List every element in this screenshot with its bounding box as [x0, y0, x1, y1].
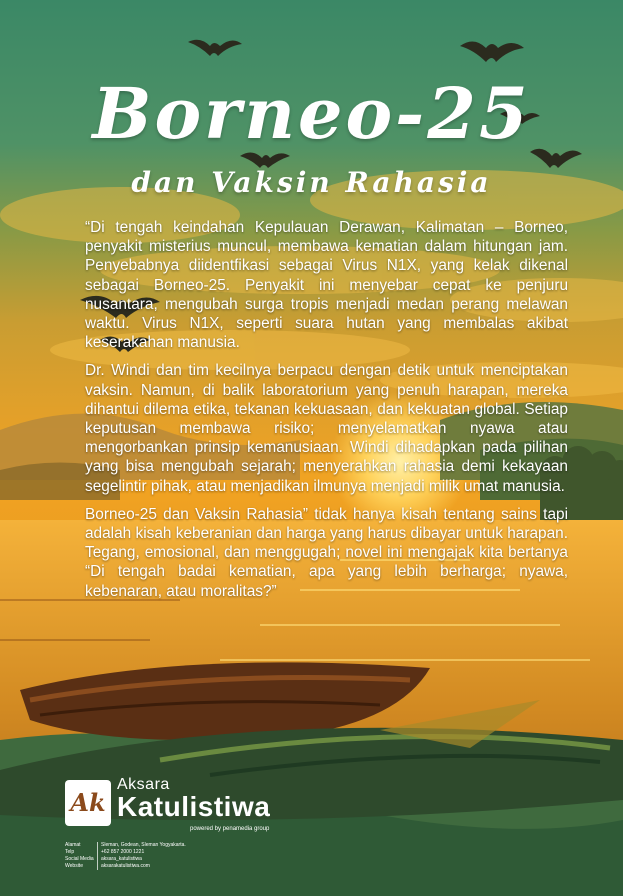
book-subtitle: dan Vaksin Rahasia: [131, 166, 492, 199]
contact-row: [65, 856, 186, 863]
contact-label: Social Media: [65, 856, 94, 862]
publisher-logo: [65, 774, 285, 836]
contact-value: Sleman, Godean, Sleman Yogyakarta.: [97, 842, 186, 849]
synopsis-paragraph: Borneo-25 dan Vaksin Rahasia” tidak hanya kisah tentang sains tapi adalah kisah keberanian dan harga yang harus dibayar untuk harapan. Tegang, emosional, dan menggugah; novel ini mengajak kita bertanya “Di tengah badai kematian, apa yang lebih berharga; nyawa, kebenaran, atau moralitas?”: [85, 505, 568, 600]
publisher-name-top: Aksara: [117, 776, 170, 793]
contact-label: Website: [65, 863, 83, 869]
publisher-logo-mark: Ak: [65, 780, 111, 826]
contact-value: aksarakatulistiwa.com: [97, 863, 150, 870]
synopsis: [85, 218, 568, 610]
synopsis-paragraph: “Di tengah keindahan Kepulauan Derawan, Kalimatan – Borneo, penyakit misterius muncul, membawa kematian dalam hitungan jam. Penyebabnya diidentfikasi sebagai Virus N1X, yang kelak dikenal sebagai Borneo-25. Penyakit ini menyebar cepat ke penjuru nusantara, mengubah surga tropis menjadi medan perang melawan waktu. Virus N1X, seperti suara hutan yang membalas akibat keserakahan manusia.: [85, 219, 568, 352]
contact-value: +62 857 2000 1221: [97, 849, 144, 856]
publisher-contacts: [65, 842, 186, 870]
contact-row: [65, 842, 186, 849]
contact-label: Telp: [65, 849, 75, 855]
publisher-name: Katulistiwa: [117, 791, 271, 822]
contact-row: [65, 863, 186, 870]
contact-value: aksara_katulistiwa: [97, 856, 142, 863]
contact-label: Alamat: [65, 842, 81, 848]
book-title: Borneo-25: [92, 72, 531, 155]
synopsis-paragraph: Dr. Windi dan tim kecilnya berpacu dengan detik untuk menciptakan vaksin. Namun, di balik laboratorium yang penuh harapan, mereka dihantui dilema etika, tekanan kekuasaan, dan kekuatan global. Setiap keputusan membawa risiko; menyelamatkan nyawa atau mengorbankan prinsip kemanusiaan. Windi dihadapkan pada pilihan yang bisa mengubah sejarah; menyerahkan rahasia demi kekayaan segelintir pihak, atau menjadikan ilmunya menjadi milik umat manusia.: [85, 362, 568, 495]
contact-row: [65, 849, 186, 856]
publisher-powered-by: powered by penamedia group: [190, 826, 270, 832]
